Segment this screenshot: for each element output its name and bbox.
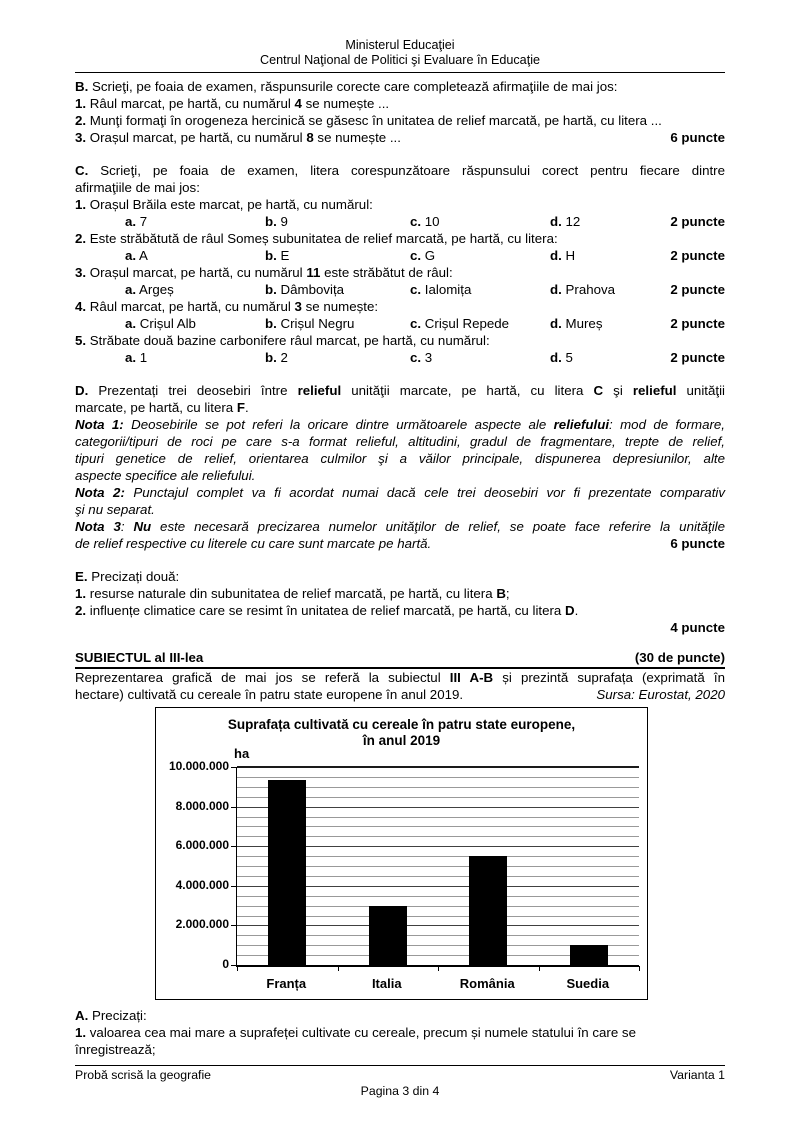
mcq-option-letter: d. [550, 248, 562, 263]
text-segment: afirmaţiile de mai jos: [75, 180, 200, 195]
y-axis-unit-label: ha [234, 746, 250, 761]
y-axis-tick [231, 886, 236, 887]
mcq-option-text: Mureș [561, 316, 603, 331]
mcq-option-letter: b. [265, 248, 277, 263]
text-segment: este străbătut de râul: [320, 265, 453, 280]
mcq-option-letter: b. [265, 282, 277, 297]
text-line [75, 585, 725, 602]
text-segment: reliefului [553, 417, 610, 432]
text-segment: III A-B [449, 670, 494, 685]
mcq-option-row [75, 281, 725, 298]
mcq-option-text: Ialomița [421, 282, 472, 297]
mcq-option-text: 9 [276, 214, 288, 229]
mcq-option [410, 281, 550, 298]
mcq-option [550, 213, 670, 230]
text-segment: marcate, pe hartă, cu litera [75, 400, 237, 415]
mcq-option [410, 213, 550, 230]
mcq-option [550, 281, 670, 298]
text-line [75, 95, 725, 112]
subject3-heading [75, 650, 725, 669]
text-segment: C. [75, 163, 89, 178]
text-line [75, 535, 725, 552]
page-footer [75, 1067, 725, 1083]
text-line [75, 112, 725, 129]
mcq-option-letter: b. [265, 350, 277, 365]
text-segment: ; [505, 586, 510, 601]
mcq-option-row [75, 315, 725, 332]
text-line [75, 382, 725, 399]
mcq-option-letter: c. [410, 214, 422, 229]
ministry-header-line1: Ministerul Educaţiei [345, 38, 455, 52]
mcq-option-letter: c. [410, 282, 422, 297]
text-segment: Orașul marcat, pe hartă, cu numărul [86, 265, 307, 280]
mcq-option-text: G [421, 248, 436, 263]
text-line [75, 669, 725, 686]
gridline [237, 766, 639, 768]
text-line [75, 196, 725, 213]
x-category-label: Italia [371, 976, 402, 991]
text-line-left [75, 129, 401, 146]
mcq-option [265, 281, 410, 298]
mcq-option-row [75, 247, 725, 264]
text-segment: 1. [75, 96, 87, 111]
text-segment: E. [75, 569, 88, 584]
text-segment: resurse naturale din subunitatea de relief marcată, pe hartă, cu litera [86, 586, 497, 601]
mcq-option-letter: a. [125, 248, 137, 263]
text-segment: Munţi formaţi în orogeneza hercinică se găsesc în unitatea de relief marcată, pe hartă, cu litera ... [86, 113, 662, 128]
text-segment: Orașul Brăila este marcat, pe hartă, cu numărul: [86, 197, 373, 212]
text-segment: Precizați: [88, 1008, 147, 1023]
text-segment: 1. [75, 1025, 87, 1040]
mcq-option [265, 349, 410, 366]
bar-chart [155, 707, 648, 1000]
mcq-option-letter: d. [550, 214, 562, 229]
mcq-option [410, 349, 550, 366]
text-segment: 2. [75, 231, 87, 246]
text-line [75, 433, 725, 450]
text-segment: valoarea cea mai mare a suprafeței cultivate cu cereale, precum și numele statului în care se [86, 1025, 636, 1040]
gridline [237, 777, 639, 778]
points-label: 6 puncte [670, 536, 725, 551]
points-label: 4 puncte [670, 620, 725, 635]
text-segment: Deosebirile se pot referi la oricare dintre următoarele aspecte ale [123, 417, 554, 432]
text-line [75, 686, 725, 703]
mcq-option-letter: c. [410, 248, 422, 263]
mcq-option-text: Crișul Alb [136, 316, 196, 331]
text-line [75, 619, 725, 636]
text-segment: Râul marcat, pe hartă, cu numărul [86, 96, 295, 111]
text-line [75, 162, 725, 179]
subject3-intro [75, 669, 725, 703]
y-tick-label: 8.000.000 [175, 798, 229, 813]
text-segment: . [574, 603, 579, 618]
text-segment: 11 [306, 265, 321, 280]
text-segment: Scrieţi, pe foaia de examen, răspunsurile corecte care completează afirmaţiile de mai jos: [88, 79, 618, 94]
text-segment: înregistrează; [75, 1042, 156, 1057]
text-segment: C [593, 383, 604, 398]
text-line [75, 1041, 725, 1058]
text-line [75, 78, 725, 95]
x-category-label: Suedia [566, 976, 610, 991]
points-label: 2 puncte [670, 248, 725, 263]
text-segment: B [496, 586, 506, 601]
mcq-option [550, 315, 670, 332]
y-axis-tick [231, 965, 236, 966]
ministry-header-line2: Centrul Naţional de Politici şi Evaluare în Educaţie [259, 53, 540, 67]
plot-area [236, 767, 639, 967]
text-line [75, 264, 725, 281]
text-segment: hectare) cultivată cu cereale în patru state europene în anul 2019. [75, 687, 464, 702]
text-segment: 4 [294, 96, 302, 111]
section-d [75, 382, 725, 552]
section-b [75, 78, 725, 146]
mcq-option-text: 5 [561, 350, 573, 365]
mcq-option [410, 315, 550, 332]
bar-Suedia [570, 945, 608, 965]
y-tick-label: 2.000.000 [175, 917, 229, 932]
subject3-title: SUBIECTUL al III-lea [75, 650, 204, 665]
mcq-option-text: E [276, 248, 290, 263]
text-segment: relieful [632, 383, 677, 398]
mcq-option [125, 247, 265, 264]
text-segment: se numește ... [301, 96, 390, 111]
text-segment: Precizați două: [87, 569, 180, 584]
text-segment: Străbate două bazine carbonifere râul marcat, pe hartă, cu numărul: [86, 333, 490, 348]
text-segment: 1. [75, 197, 87, 212]
bar-Italia [369, 906, 407, 965]
points-label: 2 puncte [670, 282, 725, 297]
chart-title-line1: Suprafața cultivată cu cereale în patru state europene, [227, 717, 576, 732]
bar-Franța [268, 780, 306, 965]
text-line [75, 399, 725, 416]
mcq-option [125, 213, 265, 230]
text-segment: Nota 2: [75, 485, 125, 500]
mcq-option [410, 247, 550, 264]
text-line [75, 416, 725, 433]
mcq-option-text: 1 [136, 350, 148, 365]
chart-title [156, 717, 647, 749]
footer-variant: Varianta 1 [669, 1068, 725, 1082]
text-segment: unităţii [676, 383, 725, 398]
x-axis-tick [639, 966, 640, 971]
text-segment: : [120, 519, 134, 534]
footer-page-number: Pagina 3 din 4 [360, 1084, 440, 1098]
mcq-option-letter: c. [410, 316, 422, 331]
x-axis-tick [237, 966, 238, 971]
y-tick-label: 10.000.000 [168, 759, 229, 773]
text-line [75, 501, 725, 518]
y-axis-tick [231, 767, 236, 768]
mcq-option-text: Crișul Negru [276, 316, 355, 331]
mcq-option [125, 349, 265, 366]
y-axis-tick [231, 925, 236, 926]
y-tick-label: 4.000.000 [175, 877, 229, 892]
subject3-points: (30 de puncte) [634, 650, 725, 665]
text-line-left [75, 535, 431, 552]
text-segment: se numește ... [313, 130, 401, 145]
text-segment: D. [75, 383, 89, 398]
text-segment: 2. [75, 603, 87, 618]
y-axis-tick [231, 807, 236, 808]
text-segment: Nu [133, 519, 152, 534]
chart-title-line2: în anul 2019 [362, 733, 441, 748]
x-category-label: Franța [266, 976, 307, 991]
mcq-option-text: H [561, 248, 576, 263]
text-segment: Orașul marcat, pe hartă, cu numărul [86, 130, 307, 145]
header-divider [75, 72, 725, 73]
mcq-option-letter: a. [125, 350, 137, 365]
text-segment: Punctajul complet va fi acordat numai dacă cele trei deosebiri vor fi prezentate comparativ [124, 485, 725, 500]
points-label: 2 puncte [670, 350, 725, 365]
text-line [75, 467, 725, 484]
y-tick-label: 0 [222, 957, 229, 971]
text-segment: Este străbătută de râul Someș subunitatea de relief marcată, pe hartă, cu litera: [86, 231, 558, 246]
section-c [75, 162, 725, 366]
bar-România [469, 856, 507, 965]
text-line [75, 450, 725, 467]
text-segment: Râul marcat, pe hartă, cu numărul [86, 299, 295, 314]
points-label: Sursa: Eurostat, 2020 [596, 687, 725, 702]
mcq-option-row [75, 349, 725, 366]
mcq-option [265, 247, 410, 264]
mcq-option-letter: b. [265, 316, 277, 331]
section-c-intro [75, 162, 725, 196]
mcq-option-text: Crișul Repede [421, 316, 510, 331]
mcq-option-letter: c. [410, 350, 422, 365]
text-segment: Nota 1: [75, 417, 124, 432]
points-label: 2 puncte [670, 316, 725, 331]
text-segment: și prezintă suprafața (exprimată în [493, 670, 725, 685]
text-segment: 3. [75, 130, 87, 145]
section-c-questions [75, 196, 725, 366]
text-segment: Reprezentarea grafică de mai jos se referă la subiectul [75, 670, 450, 685]
mcq-option-text: A [136, 248, 148, 263]
text-segment: 1. [75, 586, 87, 601]
footer-divider [75, 1065, 725, 1066]
mcq-option [550, 247, 670, 264]
text-line [75, 179, 725, 196]
section-a [75, 1007, 725, 1058]
x-axis-tick [438, 966, 439, 971]
x-axis-tick [539, 966, 540, 971]
mcq-option [550, 349, 670, 366]
text-segment: categorii/tipuri de roci pe care s-a format relieful, altitudini, gradul de fragmentare, trepte de relief, [75, 434, 725, 449]
points-label: 6 puncte [670, 130, 725, 145]
text-segment: se numește: [301, 299, 379, 314]
text-segment: aspecte specifice ale reliefului. [75, 468, 256, 483]
text-segment: tipuri genetice de relief, orientarea culmilor şi a văilor principale, dispunerea depresiunilor, alte [75, 451, 725, 466]
text-line [75, 518, 725, 535]
mcq-option-text: 12 [561, 214, 581, 229]
footer-exam-name: Probă scrisă la geografie [75, 1068, 212, 1082]
mcq-option-letter: d. [550, 350, 562, 365]
x-axis-tick [338, 966, 339, 971]
mcq-option-letter: d. [550, 282, 562, 297]
y-axis-tick [231, 846, 236, 847]
mcq-option-letter: d. [550, 316, 562, 331]
text-line [75, 298, 725, 315]
text-segment: : mod de formare, [609, 417, 725, 432]
text-line [75, 332, 725, 349]
mcq-option-letter: a. [125, 316, 137, 331]
text-line [75, 129, 725, 146]
text-segment: 3. [75, 265, 87, 280]
mcq-option-text: 2 [276, 350, 288, 365]
mcq-option-text: Prahova [561, 282, 616, 297]
text-segment: de relief respective cu literele cu care sunt marcate pe hartă. [75, 536, 432, 551]
text-segment: A. [75, 1008, 89, 1023]
text-segment: 8 [306, 130, 314, 145]
text-line [75, 568, 725, 585]
mcq-option-letter: a. [125, 214, 137, 229]
text-segment: influențe climatice care se resimt în unitatea de relief marcată, pe hartă, cu litera [86, 603, 566, 618]
section-e [75, 568, 725, 636]
mcq-option-text: Dâmbovița [276, 282, 345, 297]
text-segment: este necesară precizarea numelor unităţilor de relief, se poate face referire la unităţile [151, 519, 726, 534]
text-line [75, 1007, 725, 1024]
text-line-left [75, 686, 463, 703]
mcq-option-text: 7 [136, 214, 148, 229]
text-segment: şi nu separat. [75, 502, 155, 517]
text-line [75, 602, 725, 619]
mcq-option-text: 10 [421, 214, 440, 229]
text-segment: unităţii marcate, pe hartă, cu litera [341, 383, 594, 398]
mcq-option-letter: b. [265, 214, 277, 229]
text-segment: relieful [297, 383, 342, 398]
text-segment: D [565, 603, 575, 618]
mcq-option-letter: a. [125, 282, 137, 297]
x-category-label: România [459, 976, 515, 991]
text-segment: 2. [75, 113, 87, 128]
text-line [75, 230, 725, 247]
text-segment: Nota 3 [75, 519, 121, 534]
text-segment: 5. [75, 333, 87, 348]
text-segment: B. [75, 79, 89, 94]
text-segment: Prezentați trei deosebiri între [88, 383, 298, 398]
mcq-option-text: Argeș [136, 282, 174, 297]
text-segment: F [236, 400, 245, 415]
text-segment: Scrieţi, pe foaia de examen, litera corespunzătoare răspunsului corect pentru fiecare dintre [88, 163, 725, 178]
text-segment: 4. [75, 299, 87, 314]
y-tick-label: 6.000.000 [175, 838, 229, 853]
text-line [75, 1024, 725, 1041]
text-segment: 3 [294, 299, 302, 314]
mcq-option [265, 213, 410, 230]
text-segment: . [244, 400, 249, 415]
mcq-option-text: 3 [421, 350, 433, 365]
text-segment: şi [603, 383, 633, 398]
mcq-option [265, 315, 410, 332]
mcq-option-row [75, 213, 725, 230]
mcq-option [125, 281, 265, 298]
text-line [75, 484, 725, 501]
points-label: 2 puncte [670, 214, 725, 229]
mcq-option [125, 315, 265, 332]
